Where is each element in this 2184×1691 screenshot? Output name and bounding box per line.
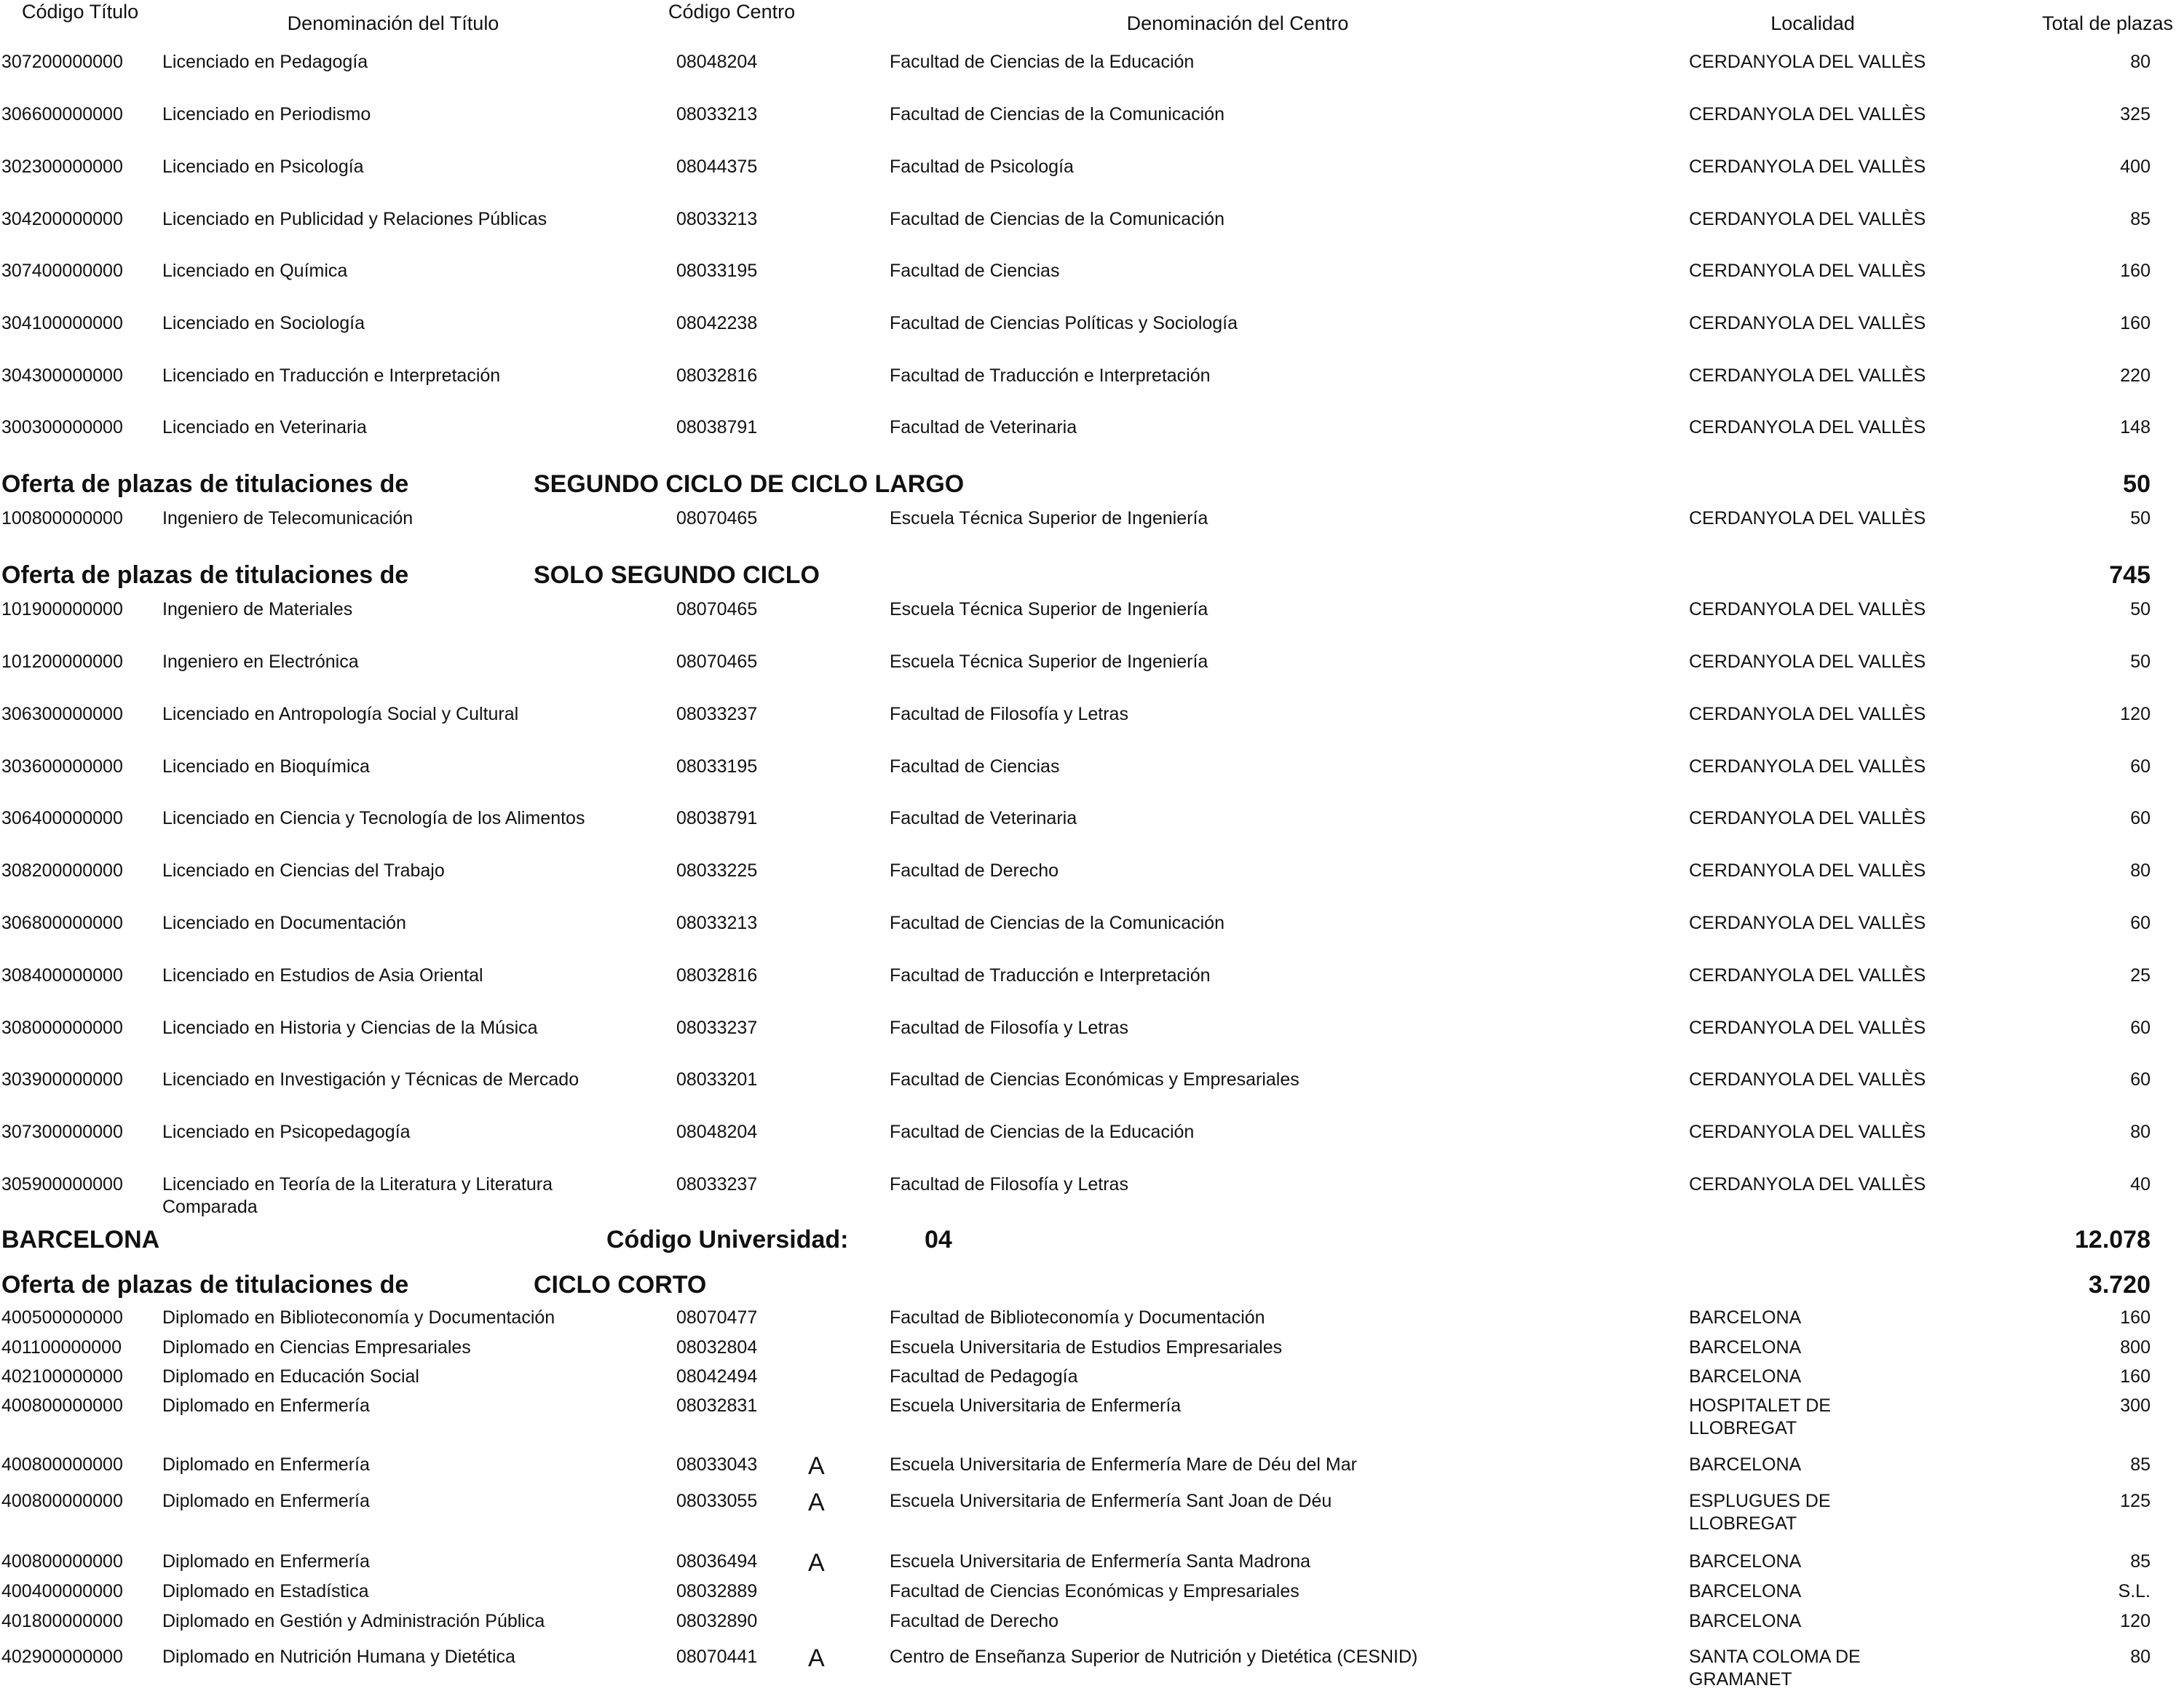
codigo-titulo: 302300000000 [1, 157, 123, 177]
denominacion-titulo: Licenciado en Ciencia y Tecnología de los Alimentos [162, 808, 585, 828]
codigo-centro: 08042494 [676, 1366, 758, 1387]
codigo-titulo: 303900000000 [1, 1069, 123, 1090]
denominacion-centro: Facultad de Ciencias [890, 756, 1060, 777]
marca-adscrito: A [808, 1489, 825, 1516]
localidad: SANTA COLOMA DE GRAMANET [1689, 1647, 1861, 1690]
total-plazas: 160 [2120, 1366, 2151, 1387]
denominacion-titulo: Licenciado en Veterinaria [162, 417, 367, 437]
denominacion-centro: Escuela Técnica Superior de Ingeniería [890, 652, 1208, 672]
denominacion-centro: Centro de Enseñanza Superior de Nutrición y Dietética (CESNID) [890, 1647, 1418, 1667]
section-total: 3.720 [2088, 1271, 2151, 1299]
codigo-centro: 08036494 [676, 1551, 758, 1572]
codigo-centro: 08033237 [676, 1174, 758, 1195]
denominacion-centro: Facultad de Traducción e Interpretación [890, 365, 1211, 386]
localidad: CERDANYOLA DEL VALLÈS [1689, 209, 1926, 229]
total-plazas: 80 [2130, 1122, 2151, 1142]
denominacion-titulo: Diplomado en Nutrición Humana y Dietética [162, 1647, 515, 1667]
denominacion-centro: Facultad de Filosofía y Letras [890, 704, 1128, 724]
denominacion-centro: Facultad de Pedagogía [890, 1366, 1078, 1387]
denominacion-centro: Facultad de Ciencias de la Comunicación [890, 104, 1224, 124]
codigo-centro: 08033213 [676, 104, 758, 124]
denominacion-centro: Escuela Universitaria de Enfermería [890, 1395, 1182, 1416]
denominacion-centro: Escuela Universitaria de Enfermería Mare de Déu del Mar [890, 1454, 1357, 1475]
total-plazas: 80 [2130, 1647, 2151, 1667]
denominacion-centro: Escuela Universitaria de Estudios Empresariales [890, 1337, 1283, 1358]
localidad: CERDANYOLA DEL VALLÈS [1689, 808, 1926, 828]
codigo-centro: 08032889 [676, 1581, 758, 1601]
denominacion-centro: Facultad de Veterinaria [890, 417, 1077, 437]
denominacion-titulo: Licenciado en Historia y Ciencias de la Música [162, 1018, 538, 1038]
denominacion-centro: Facultad de Filosofía y Letras [890, 1174, 1128, 1195]
localidad: BARCELONA [1689, 1581, 1802, 1601]
total-plazas: 160 [2120, 1307, 2151, 1328]
codigo-titulo: 307300000000 [1, 1122, 123, 1142]
localidad: CERDANYOLA DEL VALLÈS [1689, 860, 1926, 881]
total-plazas: 50 [2130, 508, 2151, 528]
denominacion-titulo: Licenciado en Estudios de Asia Oriental [162, 965, 483, 986]
codigo-centro: 08070465 [676, 508, 758, 528]
denominacion-titulo: Ingeniero de Materiales [162, 599, 353, 619]
codigo-titulo: 402900000000 [1, 1647, 123, 1667]
header-total-plazas: Total de plazas [2041, 12, 2174, 34]
localidad: ESPLUGUES DE LLOBREGAT [1689, 1491, 1831, 1534]
codigo-centro: 08070465 [676, 599, 758, 619]
total-plazas: 800 [2120, 1337, 2151, 1358]
denominacion-titulo: Diplomado en Biblioteconomía y Documentación [162, 1307, 555, 1328]
codigo-titulo: 308200000000 [1, 860, 123, 881]
section-name: CICLO CORTO [534, 1271, 707, 1299]
codigo-titulo: 401100000000 [1, 1337, 122, 1358]
codigo-centro: 08038791 [676, 417, 758, 437]
localidad: CERDANYOLA DEL VALLÈS [1689, 508, 1926, 528]
university-code-label: Código Universidad: [606, 1226, 849, 1254]
codigo-centro: 08033201 [676, 1069, 758, 1090]
section-prefix: Oferta de plazas de titulaciones de [1, 1271, 409, 1299]
total-plazas: 220 [2120, 365, 2151, 386]
denominacion-centro: Facultad de Biblioteconomía y Documentación [890, 1307, 1265, 1328]
section-total: 50 [2123, 470, 2151, 498]
denominacion-titulo: Diplomado en Ciencias Empresariales [162, 1337, 471, 1358]
denominacion-titulo: Ingeniero en Electrónica [162, 652, 359, 672]
total-plazas: S.L. [2118, 1581, 2151, 1601]
header-localidad: Localidad [1770, 12, 1855, 34]
denominacion-titulo: Licenciado en Pedagogía [162, 52, 368, 72]
university-name: BARCELONA [1, 1226, 160, 1254]
codigo-titulo: 308400000000 [1, 965, 123, 986]
localidad: CERDANYOLA DEL VALLÈS [1689, 704, 1926, 724]
denominacion-centro: Facultad de Derecho [890, 1611, 1059, 1631]
section-prefix: Oferta de plazas de titulaciones de [1, 561, 409, 589]
codigo-centro: 08048204 [676, 1122, 758, 1142]
total-plazas: 85 [2130, 1454, 2151, 1475]
denominacion-centro: Escuela Universitaria de Enfermería Sant Joan de Déu [890, 1491, 1332, 1511]
total-plazas: 85 [2130, 209, 2151, 229]
university-total: 12.078 [2075, 1226, 2151, 1254]
denominacion-centro: Facultad de Ciencias de la Comunicación [890, 209, 1224, 229]
codigo-centro: 08032890 [676, 1611, 758, 1631]
denominacion-titulo: Diplomado en Enfermería [162, 1454, 370, 1475]
denominacion-centro: Facultad de Ciencias Económicas y Empresariales [890, 1069, 1299, 1090]
denominacion-titulo: Diplomado en Enfermería [162, 1395, 370, 1416]
localidad: CERDANYOLA DEL VALLÈS [1689, 417, 1926, 437]
denominacion-centro: Facultad de Veterinaria [890, 808, 1077, 828]
codigo-centro: 08070477 [676, 1307, 758, 1328]
denominacion-centro: Escuela Universitaria de Enfermería Santa Madrona [890, 1551, 1311, 1572]
denominacion-titulo: Diplomado en Gestión y Administración Pública [162, 1611, 545, 1631]
marca-adscrito: A [808, 1452, 825, 1480]
total-plazas: 148 [2120, 417, 2151, 437]
codigo-titulo: 400400000000 [1, 1581, 123, 1601]
localidad: CERDANYOLA DEL VALLÈS [1689, 52, 1926, 72]
header-codigo-titulo: Código Título [22, 1, 139, 23]
localidad: CERDANYOLA DEL VALLÈS [1689, 157, 1926, 177]
codigo-titulo: 306400000000 [1, 808, 123, 828]
section-name: SEGUNDO CICLO DE CICLO LARGO [534, 470, 965, 498]
denominacion-titulo: Licenciado en Sociología [162, 313, 365, 333]
codigo-centro: 08044375 [676, 157, 758, 177]
codigo-titulo: 304300000000 [1, 365, 123, 386]
codigo-centro: 08032831 [676, 1395, 758, 1416]
denominacion-titulo: Licenciado en Psicología [162, 157, 364, 177]
localidad: CERDANYOLA DEL VALLÈS [1689, 313, 1926, 333]
total-plazas: 400 [2120, 157, 2151, 177]
denominacion-titulo: Licenciado en Publicidad y Relaciones Públicas [162, 209, 547, 229]
codigo-titulo: 307400000000 [1, 261, 123, 281]
localidad: BARCELONA [1689, 1611, 1802, 1631]
codigo-titulo: 101200000000 [1, 652, 123, 672]
total-plazas: 60 [2130, 808, 2151, 828]
codigo-titulo: 308000000000 [1, 1018, 123, 1038]
localidad: CERDANYOLA DEL VALLÈS [1689, 261, 1926, 281]
codigo-titulo: 402100000000 [1, 1366, 123, 1387]
total-plazas: 325 [2120, 104, 2151, 124]
codigo-centro: 08032804 [676, 1337, 758, 1358]
codigo-titulo: 400800000000 [1, 1551, 123, 1572]
section-name: SOLO SEGUNDO CICLO [534, 561, 820, 589]
codigo-titulo: 400800000000 [1, 1395, 123, 1416]
codigo-centro: 08033043 [676, 1454, 758, 1475]
codigo-titulo: 303600000000 [1, 756, 123, 777]
codigo-centro: 08033055 [676, 1491, 758, 1511]
section-total: 745 [2109, 561, 2151, 589]
marca-adscrito: A [808, 1644, 825, 1672]
header-denominacion-titulo: Denominación del Título [287, 12, 499, 34]
denominacion-titulo: Ingeniero de Telecomunicación [162, 508, 414, 528]
codigo-titulo: 401800000000 [1, 1611, 123, 1631]
codigo-titulo: 400500000000 [1, 1307, 123, 1328]
codigo-centro: 08033213 [676, 209, 758, 229]
codigo-titulo: 400800000000 [1, 1454, 123, 1475]
total-plazas: 80 [2130, 860, 2151, 881]
total-plazas: 50 [2130, 599, 2151, 619]
codigo-centro: 08070441 [676, 1647, 758, 1667]
total-plazas: 60 [2130, 1069, 2151, 1090]
codigo-centro: 08033195 [676, 261, 758, 281]
section-prefix: Oferta de plazas de titulaciones de [1, 470, 409, 498]
denominacion-titulo: Licenciado en Periodismo [162, 104, 371, 124]
denominacion-titulo: Diplomado en Enfermería [162, 1491, 370, 1511]
denominacion-titulo: Licenciado en Investigación y Técnicas de Mercado [162, 1069, 579, 1090]
localidad: CERDANYOLA DEL VALLÈS [1689, 365, 1926, 386]
denominacion-centro: Escuela Técnica Superior de Ingeniería [890, 508, 1208, 528]
denominacion-titulo: Licenciado en Traducción e Interpretación [162, 365, 501, 386]
codigo-titulo: 306600000000 [1, 104, 123, 124]
denominacion-centro: Facultad de Psicología [890, 157, 1074, 177]
denominacion-titulo: Licenciado en Documentación [162, 913, 406, 933]
localidad: CERDANYOLA DEL VALLÈS [1689, 599, 1926, 619]
localidad: CERDANYOLA DEL VALLÈS [1689, 104, 1926, 124]
denominacion-titulo: Licenciado en Ciencias del Trabajo [162, 860, 445, 881]
denominacion-titulo: Diplomado en Estadística [162, 1581, 369, 1601]
codigo-centro: 08032816 [676, 965, 758, 986]
localidad: BARCELONA [1689, 1366, 1802, 1387]
header-codigo-centro: Código Centro [668, 1, 796, 23]
localidad: HOSPITALET DE LLOBREGAT [1689, 1395, 1831, 1438]
total-plazas: 120 [2120, 1611, 2151, 1631]
total-plazas: 85 [2130, 1551, 2151, 1572]
codigo-centro: 08033237 [676, 1018, 758, 1038]
localidad: CERDANYOLA DEL VALLÈS [1689, 756, 1926, 777]
codigo-titulo: 300300000000 [1, 417, 123, 437]
total-plazas: 60 [2130, 756, 2151, 777]
total-plazas: 40 [2130, 1174, 2151, 1195]
total-plazas: 80 [2130, 52, 2151, 72]
codigo-titulo: 101900000000 [1, 599, 123, 619]
denominacion-titulo: Licenciado en Psicopedagogía [162, 1122, 411, 1142]
localidad: CERDANYOLA DEL VALLÈS [1689, 652, 1926, 672]
total-plazas: 300 [2120, 1395, 2151, 1416]
denominacion-titulo: Licenciado en Bioquímica [162, 756, 370, 777]
localidad: BARCELONA [1689, 1337, 1802, 1358]
denominacion-titulo: Diplomado en Educación Social [162, 1366, 419, 1387]
codigo-titulo: 400800000000 [1, 1491, 123, 1511]
codigo-titulo: 304100000000 [1, 313, 123, 333]
codigo-centro: 08048204 [676, 52, 758, 72]
codigo-centro: 08033195 [676, 756, 758, 777]
total-plazas: 60 [2130, 1018, 2151, 1038]
denominacion-centro: Facultad de Ciencias Económicas y Empresariales [890, 1581, 1299, 1601]
codigo-centro: 08033225 [676, 860, 758, 881]
total-plazas: 50 [2130, 652, 2151, 672]
university-code: 04 [925, 1226, 952, 1254]
total-plazas: 25 [2130, 965, 2151, 986]
denominacion-titulo: Diplomado en Enfermería [162, 1551, 370, 1572]
localidad: BARCELONA [1689, 1307, 1802, 1328]
denominacion-centro: Escuela Técnica Superior de Ingeniería [890, 599, 1208, 619]
denominacion-titulo: Licenciado en Química [162, 261, 348, 281]
codigo-centro: 08033237 [676, 704, 758, 724]
total-plazas: 125 [2120, 1491, 2151, 1511]
codigo-centro: 08032816 [676, 365, 758, 386]
codigo-titulo: 305900000000 [1, 1174, 123, 1195]
denominacion-centro: Facultad de Filosofía y Letras [890, 1018, 1128, 1038]
localidad: CERDANYOLA DEL VALLÈS [1689, 965, 1926, 986]
codigo-titulo: 306800000000 [1, 913, 123, 933]
codigo-titulo: 307200000000 [1, 52, 123, 72]
denominacion-centro: Facultad de Derecho [890, 860, 1059, 881]
localidad: CERDANYOLA DEL VALLÈS [1689, 1122, 1926, 1142]
total-plazas: 120 [2120, 704, 2151, 724]
denominacion-centro: Facultad de Ciencias [890, 261, 1060, 281]
denominacion-titulo: Licenciado en Antropología Social y Cultural [162, 704, 519, 724]
codigo-centro: 08070465 [676, 652, 758, 672]
denominacion-titulo: Licenciado en Teoría de la Literatura y Literatura Comparada [162, 1174, 553, 1217]
localidad: CERDANYOLA DEL VALLÈS [1689, 1018, 1926, 1038]
localidad: CERDANYOLA DEL VALLÈS [1689, 1174, 1926, 1195]
codigo-centro: 08033213 [676, 913, 758, 933]
denominacion-centro: Facultad de Ciencias de la Educación [890, 1122, 1195, 1142]
total-plazas: 160 [2120, 313, 2151, 333]
denominacion-centro: Facultad de Ciencias de la Comunicación [890, 913, 1224, 933]
denominacion-centro: Facultad de Traducción e Interpretación [890, 965, 1211, 986]
codigo-titulo: 100800000000 [1, 508, 123, 528]
denominacion-centro: Facultad de Ciencias Políticas y Sociología [890, 313, 1238, 333]
codigo-centro: 08038791 [676, 808, 758, 828]
total-plazas: 160 [2120, 261, 2151, 281]
localidad: CERDANYOLA DEL VALLÈS [1689, 1069, 1926, 1090]
localidad: BARCELONA [1689, 1454, 1802, 1475]
localidad: BARCELONA [1689, 1551, 1802, 1572]
codigo-centro: 08042238 [676, 313, 758, 333]
total-plazas: 60 [2130, 913, 2151, 933]
marca-adscrito: A [808, 1549, 825, 1577]
codigo-titulo: 304200000000 [1, 209, 123, 229]
header-denominacion-centro: Denominación del Centro [1126, 12, 1349, 34]
denominacion-centro: Facultad de Ciencias de la Educación [890, 52, 1195, 72]
codigo-titulo: 306300000000 [1, 704, 123, 724]
localidad: CERDANYOLA DEL VALLÈS [1689, 913, 1926, 933]
